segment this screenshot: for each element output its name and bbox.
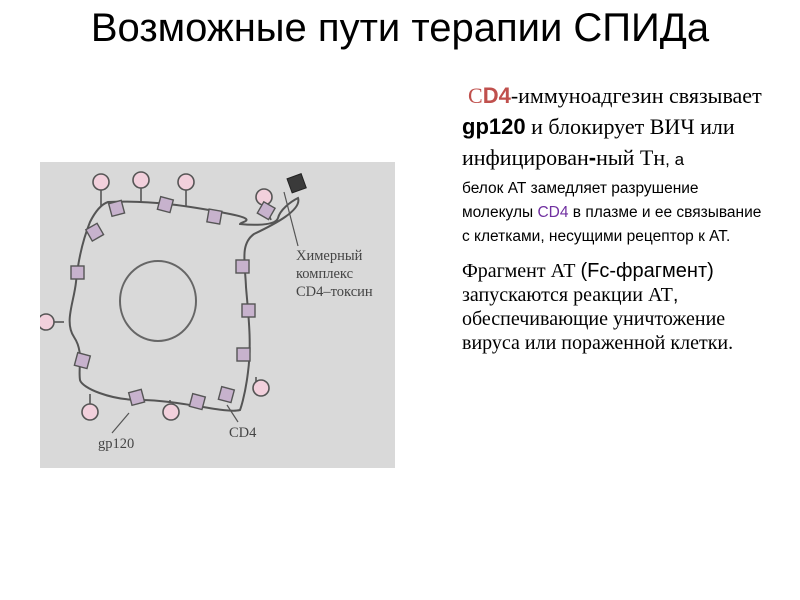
text-p2-comma: ,: [672, 284, 679, 306]
cd4-square: [242, 304, 255, 317]
cd4-square: [74, 353, 90, 369]
cd4-square: [236, 260, 249, 273]
text-c: С: [468, 83, 483, 108]
cell-diagram: [40, 162, 395, 468]
label-gp120: gp120: [98, 436, 135, 452]
cd4-square: [189, 394, 205, 410]
text-after-d4: -иммуноадгезин связывает: [510, 83, 762, 108]
text-dash: -: [588, 145, 597, 170]
text-small-b: в плазме и ее связывание с клетками, несущими рецептор к АТ.: [462, 204, 762, 245]
label-chimeric-line1: Химерный: [296, 248, 363, 264]
text-comma-a: , а: [665, 150, 685, 169]
paragraph-1-small: [462, 177, 762, 249]
text-p2-b: запускаются реакции АТ: [462, 284, 673, 306]
text-paren-close: ): [707, 260, 714, 282]
cd4-square: [218, 387, 234, 403]
label-cd4: CD4: [229, 425, 257, 441]
gp120-circle: [178, 174, 194, 190]
cd4-square: [207, 209, 222, 224]
text-paren-open: (: [580, 260, 588, 282]
cd4-square: [237, 348, 250, 361]
text-tn: ный Тн: [596, 145, 666, 170]
cd4-square: [109, 200, 125, 216]
label-chimeric-line2: комплекс: [296, 266, 354, 282]
paragraph-1: [462, 80, 762, 249]
diagram-background: [40, 162, 395, 468]
text-d4: D4: [482, 83, 511, 108]
text-cd4: CD4: [537, 204, 569, 221]
paragraph-2: [462, 259, 762, 355]
gp120-circle: [40, 314, 54, 330]
label-chimeric-line3: CD4–токсин: [296, 284, 373, 300]
cd4-square: [157, 197, 173, 213]
text-p2-c: обеспечивающие уничтожение вируса или пораженной клетки.: [462, 308, 734, 354]
cd4-square: [71, 266, 84, 279]
gp120-circle: [82, 404, 98, 420]
text-fc: Fc-фрагмент: [587, 260, 708, 282]
text-block: [462, 80, 762, 355]
cd4-square: [129, 389, 145, 405]
text-gp120: gp120: [462, 114, 526, 139]
gp120-circle: [93, 174, 109, 190]
gp120-circle: [133, 172, 149, 188]
text-mid: и блокирует ВИЧ или инфицирован: [462, 114, 735, 170]
gp120-circle: [253, 380, 269, 396]
text-small-a: белок АТ замедляет разрушение молекулы: [462, 180, 699, 221]
text-p2-a: Фрагмент АТ: [462, 260, 581, 282]
gp120-circle: [163, 404, 179, 420]
slide-title: Возможные пути терапии СПИДа: [90, 6, 710, 50]
